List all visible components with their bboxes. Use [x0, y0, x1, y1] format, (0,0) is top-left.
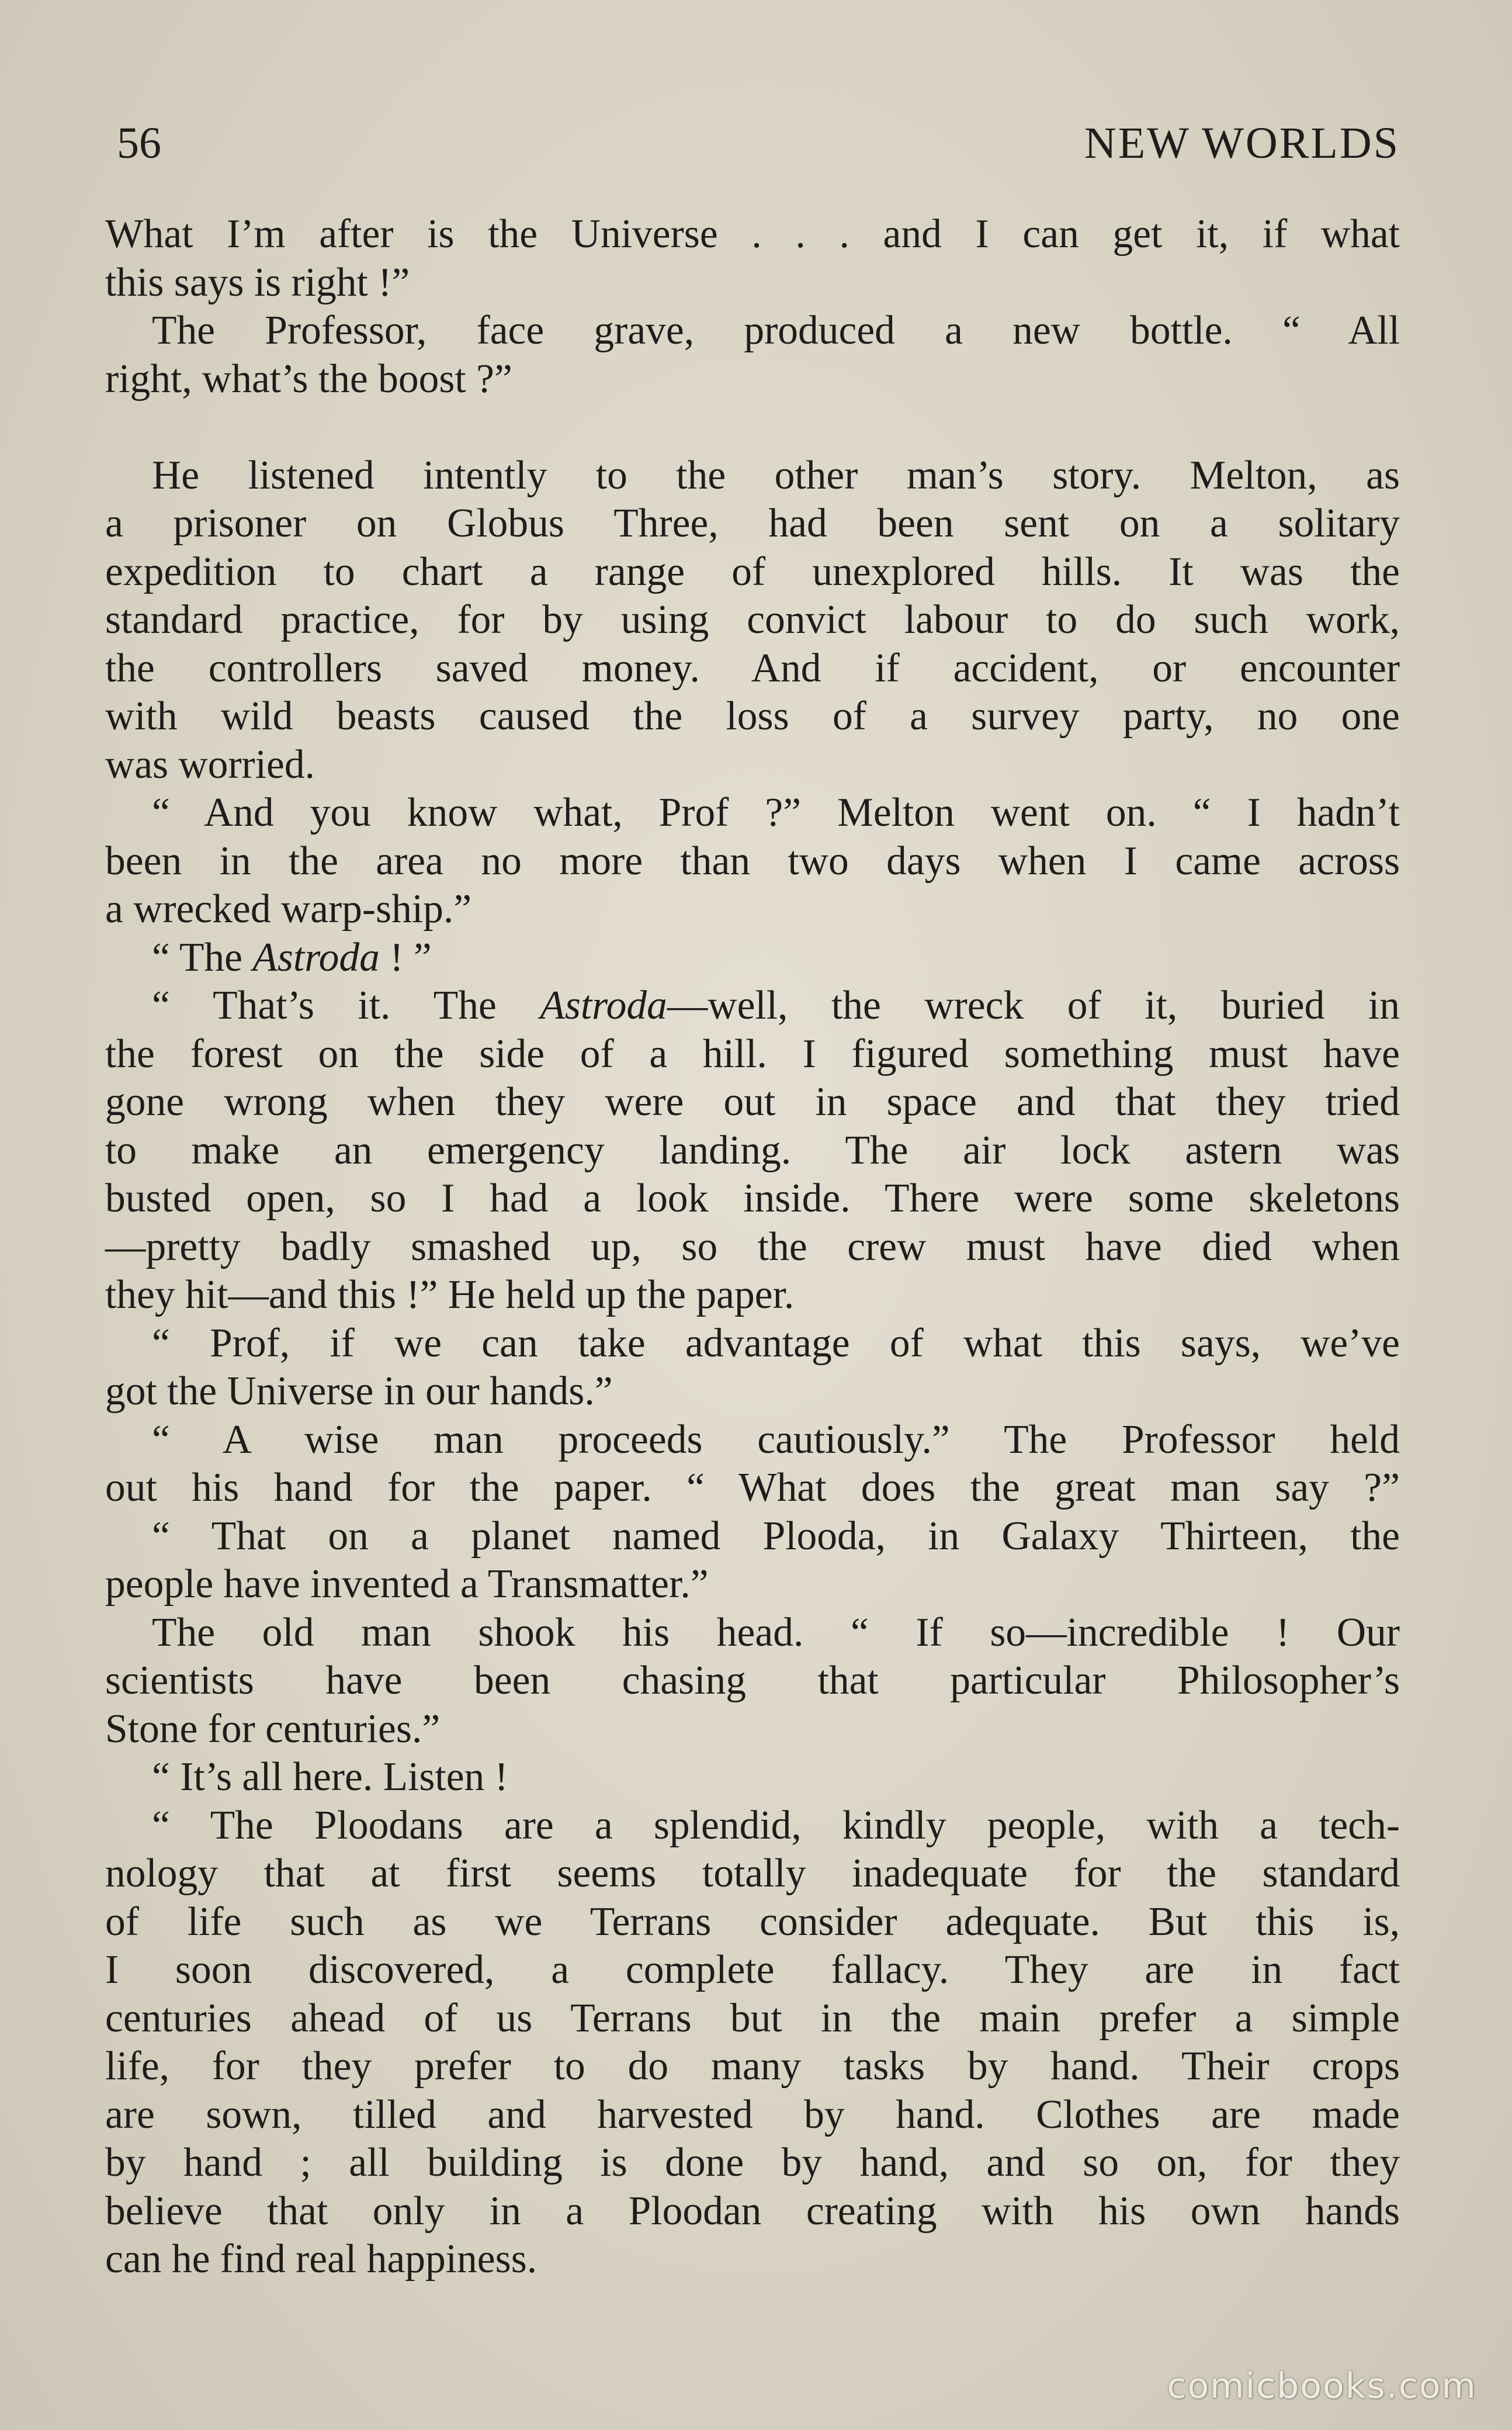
page-header — [117, 111, 1400, 175]
text-line: standard practice, for by using convict labour to do such work, — [105, 597, 1400, 642]
body-text — [105, 210, 1400, 2284]
text-line: —pretty badly smashed up, so the crew must have died when — [105, 1224, 1400, 1269]
text-line: expedition to chart a range of unexplored hills. It was the — [105, 549, 1400, 594]
text-line — [105, 982, 1400, 1030]
text-line: a prisoner on Globus Three, had been sent on a solitary — [105, 501, 1400, 546]
page-number: 56 — [117, 119, 161, 168]
text-line: with wild beasts caused the loss of a survey party, no one — [105, 694, 1400, 739]
text-line: gone wrong when they were out in space and that they tried — [105, 1079, 1400, 1124]
text-line: they hit—and this !” He held up the paper. — [105, 1272, 795, 1317]
text-line: been in the area no more than two days when I came across — [105, 838, 1400, 884]
text-line: Stone for centuries.” — [105, 1706, 441, 1751]
text-line: He listened intently to the other man’s story. Melton, as — [152, 452, 1400, 498]
text-line: by hand ; all building is done by hand, and so on, for they — [105, 2140, 1400, 2185]
text-line: The Professor, face grave, produced a new bottle. “ All — [152, 308, 1400, 353]
text-line: busted open, so I had a look inside. There were some skeletons — [105, 1176, 1400, 1221]
text-line: out his hand for the paper. “ What does the great man say ?” — [105, 1465, 1400, 1510]
text-line: got the Universe in our hands.” — [105, 1369, 613, 1414]
text-segment: —well, the wreck of it, buried in — [667, 983, 1400, 1028]
text-line: “ A wise man proceeds cautiously.” The Professor held — [152, 1417, 1400, 1462]
text-line: “ That on a planet named Plooda, in Galaxy Thirteen, the — [152, 1513, 1400, 1559]
text-line: life, for they prefer to do many tasks by hand. Their crops — [105, 2044, 1400, 2089]
text-line: nology that at first seems totally inadequate for the standard — [105, 1851, 1400, 1896]
text-segment: ! ” — [379, 934, 432, 980]
text-line: “ The Ploodans are a splendid, kindly people, with a tech- — [152, 1802, 1400, 1848]
section-break — [105, 403, 1400, 452]
text-line: the controllers saved money. And if accident, or encounter — [105, 645, 1400, 691]
text-line: this says is right !” — [105, 259, 410, 305]
text-line: right, what’s the boost ?” — [105, 356, 512, 401]
text-line: I soon discovered, a complete fallacy. They are in fact — [105, 1947, 1400, 1992]
text-line: The old man shook his head. “ If so—incredible ! Our — [152, 1609, 1400, 1655]
ship-name: Astroda — [540, 983, 667, 1028]
text-line — [105, 934, 1400, 982]
running-head: NEW WORLDS — [1084, 119, 1400, 168]
text-line: believe that only in a Ploodan creating with his own hands — [105, 2188, 1400, 2234]
text-line: a wrecked warp-ship.” — [105, 887, 472, 932]
text-segment: “ That’s it. The — [152, 983, 540, 1028]
text-line: are sown, tilled and harvested by hand. Clothes are made — [105, 2092, 1400, 2137]
text-line: was worried. — [105, 742, 315, 787]
text-line: of life such as we Terrans consider adequate. But this is, — [105, 1899, 1400, 1944]
text-line: people have invented a Transmatter.” — [105, 1562, 709, 1607]
text-line: “ It’s all here. Listen ! — [152, 1754, 508, 1799]
text-line: What I’m after is the Universe . . . and I can get it, if what — [105, 212, 1400, 257]
text-line: the forest on the side of a hill. I figured something must have — [105, 1031, 1400, 1076]
text-line: “ Prof, if we can take advantage of what this says, we’ve — [152, 1320, 1400, 1366]
text-line: scientists have been chasing that particular Philosopher’s — [105, 1658, 1400, 1703]
text-segment: “ The — [152, 934, 253, 980]
ship-name: Astroda — [252, 934, 380, 980]
text-line: can he find real happiness. — [105, 2237, 537, 2282]
watermark: comicbooks.com — [1167, 2366, 1477, 2407]
text-line: centuries ahead of us Terrans but in the main prefer a simple — [105, 1995, 1400, 2041]
text-line: to make an emergency landing. The air lock astern was — [105, 1127, 1400, 1173]
text-line: “ And you know what, Prof ?” Melton went on. “ I hadn’t — [152, 790, 1400, 835]
